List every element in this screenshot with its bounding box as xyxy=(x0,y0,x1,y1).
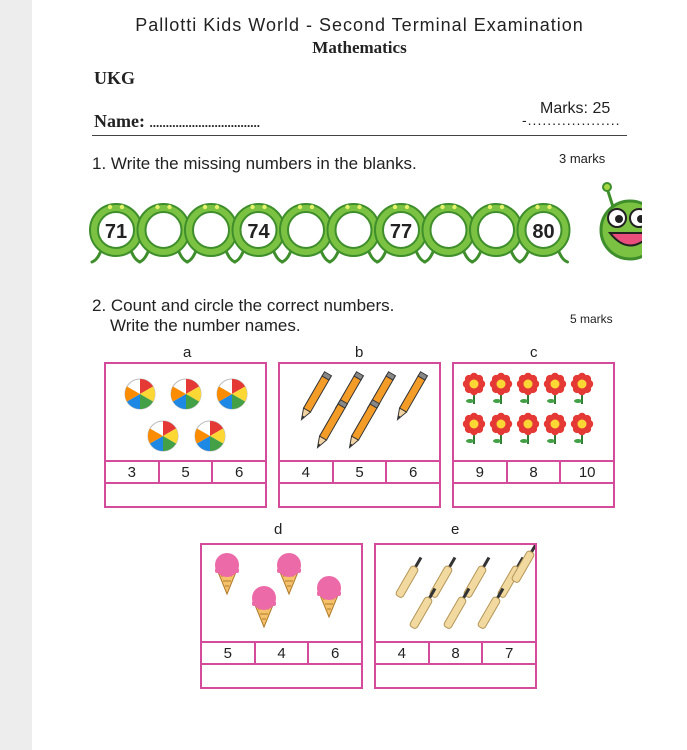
number-options xyxy=(280,460,439,484)
caterpillar-number-line xyxy=(87,178,642,278)
pencil-icon xyxy=(314,400,347,450)
counting-box-c xyxy=(452,362,615,508)
flower-icon xyxy=(571,413,593,444)
subject-title: Mathematics xyxy=(312,38,407,57)
number-option[interactable]: 9 xyxy=(454,462,508,484)
exam-title: Pallotti Kids World - Second Terminal Examination xyxy=(135,15,584,35)
number-option[interactable]: 5 xyxy=(160,462,214,484)
caterpillar-segment-number xyxy=(233,204,285,262)
number-name-answer-blank[interactable] xyxy=(280,482,439,506)
flower-icon xyxy=(490,373,512,404)
class-label: UKG xyxy=(94,68,136,88)
flower-icon xyxy=(463,413,485,444)
number-option[interactable]: 4 xyxy=(256,643,310,665)
name-blank: .................................. xyxy=(149,115,260,130)
flower-icon xyxy=(571,373,593,404)
pencil-icon xyxy=(394,372,427,422)
number-name-answer-blank[interactable] xyxy=(106,482,265,506)
number-option[interactable]: 7 xyxy=(505,645,514,662)
ball-icon xyxy=(195,421,225,451)
box-label-e: e xyxy=(451,521,460,538)
counting-box-b xyxy=(278,362,441,508)
question-2-marks: 5 marks xyxy=(570,312,613,326)
pencil-icon xyxy=(298,372,331,422)
question-1-marks: 3 marks xyxy=(559,151,606,166)
box-label-d: d xyxy=(274,521,283,538)
caterpillar-number: 71 xyxy=(104,221,128,243)
marks-blank: -................... xyxy=(522,112,621,128)
number-options xyxy=(454,460,613,484)
number-option[interactable]: 3 xyxy=(106,462,160,484)
counting-picture xyxy=(202,545,361,641)
counting-picture xyxy=(106,364,265,460)
number-option[interactable]: 6 xyxy=(331,645,340,662)
caterpillar-segment-blank xyxy=(280,204,332,262)
header-divider xyxy=(92,135,627,136)
number-name-answer-blank[interactable] xyxy=(454,482,613,506)
number-option[interactable]: 6 xyxy=(235,464,244,481)
number-name-answer-blank[interactable] xyxy=(376,663,535,687)
caterpillar-segment-blank xyxy=(423,204,475,262)
worksheet-page xyxy=(32,0,687,750)
number-option[interactable]: 5 xyxy=(334,462,388,484)
caterpillar-segment-blank xyxy=(470,204,522,262)
question-2-line-2: Write the number names. xyxy=(110,316,301,335)
counting-picture xyxy=(454,364,613,460)
ball-icon xyxy=(217,379,247,409)
ice-cream-icon xyxy=(252,586,276,627)
flower-icon xyxy=(490,413,512,444)
number-option[interactable]: 10 xyxy=(578,464,596,481)
counting-picture xyxy=(376,545,535,641)
ice-cream-icon xyxy=(277,553,301,594)
ice-cream-icon xyxy=(215,553,239,594)
caterpillar-number: 80 xyxy=(532,221,555,243)
caterpillar-segment-blank xyxy=(138,204,190,262)
number-option[interactable]: 5 xyxy=(202,643,256,665)
ice-cream-icon xyxy=(317,576,341,617)
caterpillar-head xyxy=(601,183,642,259)
number-option[interactable]: 6 xyxy=(409,464,418,481)
box-label-b: b xyxy=(355,344,364,361)
number-options xyxy=(202,641,361,665)
cricket-bat-icon xyxy=(409,586,438,629)
number-option[interactable]: 4 xyxy=(280,462,334,484)
question-1-text: 1. Write the missing numbers in the blanks. xyxy=(92,154,417,173)
cricket-bat-icon xyxy=(443,586,472,629)
flower-icon xyxy=(517,373,539,404)
question-2-line-1: 2. Count and circle the correct numbers. xyxy=(92,296,395,315)
cricket-bat-icon xyxy=(477,586,506,629)
number-option[interactable]: 4 xyxy=(376,643,430,665)
caterpillar-segment-number xyxy=(90,204,142,262)
ball-icon xyxy=(148,421,178,451)
number-options xyxy=(106,460,265,484)
flower-icon xyxy=(517,413,539,444)
caterpillar-segment-blank xyxy=(185,204,237,262)
number-name-answer-blank[interactable] xyxy=(202,663,361,687)
number-option[interactable]: 8 xyxy=(430,643,484,665)
name-label: Name: xyxy=(94,111,145,131)
counting-box-a xyxy=(104,362,267,508)
caterpillar-number: 74 xyxy=(247,221,270,243)
ball-icon xyxy=(171,379,201,409)
counting-box-d xyxy=(200,543,363,689)
flower-icon xyxy=(463,373,485,404)
box-label-a: a xyxy=(183,344,192,361)
number-option[interactable]: 8 xyxy=(508,462,562,484)
counting-box-e xyxy=(374,543,537,689)
name-field xyxy=(94,111,260,132)
ball-icon xyxy=(125,379,155,409)
caterpillar-number: 77 xyxy=(389,221,413,243)
flower-icon xyxy=(544,413,566,444)
cricket-bat-icon xyxy=(395,555,424,598)
caterpillar-segment-blank xyxy=(328,204,380,262)
caterpillar-segment-number xyxy=(518,204,570,262)
counting-picture xyxy=(280,364,439,460)
box-label-c: c xyxy=(530,344,538,361)
number-options xyxy=(376,641,535,665)
pencil-icon xyxy=(346,400,379,450)
total-marks: Marks: 25 xyxy=(540,100,611,117)
cricket-bat-icon xyxy=(511,545,535,583)
flower-icon xyxy=(544,373,566,404)
caterpillar-segment-number xyxy=(375,204,427,262)
